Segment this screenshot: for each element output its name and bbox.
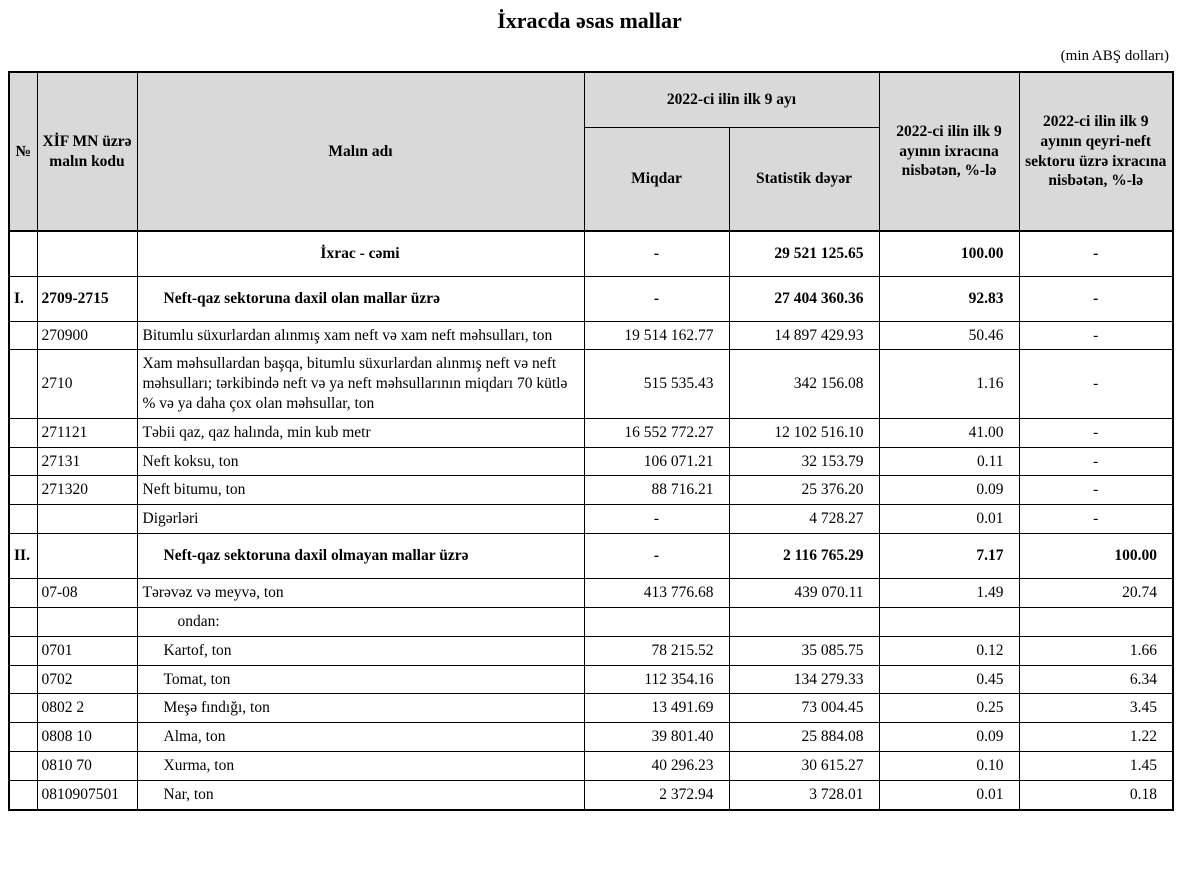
cell-share-nonoil: 1.22 — [1019, 723, 1173, 752]
cell-no — [9, 579, 37, 608]
cell-quantity: 78 215.52 — [584, 636, 729, 665]
cell-name: Neft-qaz sektoruna daxil olmayan mallar üzrə — [137, 534, 584, 579]
cell-share-nonoil: - — [1019, 321, 1173, 350]
cell-stat-value: 25 884.08 — [729, 723, 879, 752]
cell-share-total: 0.01 — [879, 780, 1019, 809]
cell-name: Təbii qaz, qaz halında, min kub metr — [137, 418, 584, 447]
table-row — [9, 752, 1173, 781]
cell-no — [9, 694, 37, 723]
cell-stat-value: 134 279.33 — [729, 665, 879, 694]
cell-stat-value: 29 521 125.65 — [729, 231, 879, 276]
cell-name: Kartof, ton — [137, 636, 584, 665]
cell-code: 0702 — [37, 665, 137, 694]
cell-stat-value: 32 153.79 — [729, 447, 879, 476]
cell-share-total: 50.46 — [879, 321, 1019, 350]
table-body — [9, 231, 1173, 810]
cell-quantity: 2 372.94 — [584, 780, 729, 809]
cell-no: I. — [9, 276, 37, 321]
cell-share-total: 0.01 — [879, 505, 1019, 534]
cell-code: 2709-2715 — [37, 276, 137, 321]
cell-share-nonoil: - — [1019, 418, 1173, 447]
table-row — [9, 476, 1173, 505]
cell-code: 0810 70 — [37, 752, 137, 781]
table-row — [9, 350, 1173, 418]
cell-name: Neft koksu, ton — [137, 447, 584, 476]
cell-share-nonoil: - — [1019, 350, 1173, 418]
cell-quantity: - — [584, 276, 729, 321]
table-row — [9, 276, 1173, 321]
col-header-share-total: 2022-ci ilin ilk 9 ayının ixracına nisbətən, %-lə — [879, 72, 1019, 231]
cell-name: Alma, ton — [137, 723, 584, 752]
col-header-no: № — [9, 72, 37, 231]
table-row — [9, 665, 1173, 694]
cell-share-nonoil: 20.74 — [1019, 579, 1173, 608]
cell-code — [37, 607, 137, 636]
cell-stat-value: 73 004.45 — [729, 694, 879, 723]
cell-stat-value: 14 897 429.93 — [729, 321, 879, 350]
cell-stat-value: 35 085.75 — [729, 636, 879, 665]
cell-stat-value — [729, 607, 879, 636]
cell-quantity: - — [584, 505, 729, 534]
cell-quantity: 106 071.21 — [584, 447, 729, 476]
exports-table — [8, 71, 1174, 811]
cell-quantity — [584, 607, 729, 636]
cell-quantity: 515 535.43 — [584, 350, 729, 418]
cell-name: Tomat, ton — [137, 665, 584, 694]
cell-no — [9, 447, 37, 476]
cell-quantity: 39 801.40 — [584, 723, 729, 752]
cell-name: Xurma, ton — [137, 752, 584, 781]
table-row — [9, 534, 1173, 579]
cell-name: Nar, ton — [137, 780, 584, 809]
cell-code — [37, 505, 137, 534]
cell-code: 07-08 — [37, 579, 137, 608]
table-row — [9, 447, 1173, 476]
unit-note: (min ABŞ dolları) — [1060, 48, 1169, 64]
cell-name: Neft-qaz sektoruna daxil olan mallar üzrə — [137, 276, 584, 321]
cell-share-nonoil: 3.45 — [1019, 694, 1173, 723]
cell-share-total: 100.00 — [879, 231, 1019, 276]
col-header-name: Malın adı — [137, 72, 584, 231]
cell-no — [9, 636, 37, 665]
cell-quantity: - — [584, 534, 729, 579]
cell-quantity: - — [584, 231, 729, 276]
cell-code: 27131 — [37, 447, 137, 476]
cell-share-nonoil: 0.18 — [1019, 780, 1173, 809]
page-title: İxracda əsas mallar — [497, 8, 682, 33]
table-row — [9, 636, 1173, 665]
cell-no — [9, 607, 37, 636]
cell-no: II. — [9, 534, 37, 579]
table-row — [9, 579, 1173, 608]
cell-stat-value: 342 156.08 — [729, 350, 879, 418]
cell-no — [9, 752, 37, 781]
cell-share-nonoil: - — [1019, 231, 1173, 276]
cell-no — [9, 231, 37, 276]
cell-name: Meşə fındığı, ton — [137, 694, 584, 723]
cell-share-total — [879, 607, 1019, 636]
table-row — [9, 780, 1173, 809]
cell-share-nonoil: 1.45 — [1019, 752, 1173, 781]
cell-name: İxrac - cəmi — [137, 231, 584, 276]
cell-share-total: 41.00 — [879, 418, 1019, 447]
table-row — [9, 694, 1173, 723]
cell-code: 271121 — [37, 418, 137, 447]
col-header-code: XİF MN üzrə malın kodu — [37, 72, 137, 231]
cell-share-nonoil: - — [1019, 505, 1173, 534]
cell-share-nonoil: 6.34 — [1019, 665, 1173, 694]
cell-share-total: 1.16 — [879, 350, 1019, 418]
cell-quantity: 40 296.23 — [584, 752, 729, 781]
cell-quantity: 88 716.21 — [584, 476, 729, 505]
cell-no — [9, 321, 37, 350]
cell-code: 0808 10 — [37, 723, 137, 752]
cell-code: 270900 — [37, 321, 137, 350]
table-row — [9, 723, 1173, 752]
cell-share-nonoil: - — [1019, 476, 1173, 505]
col-header-stat-value: Statistik dəyər — [729, 127, 879, 231]
cell-name: Digərləri — [137, 505, 584, 534]
cell-share-total: 0.09 — [879, 723, 1019, 752]
cell-stat-value: 4 728.27 — [729, 505, 879, 534]
cell-quantity: 16 552 772.27 — [584, 418, 729, 447]
cell-stat-value: 25 376.20 — [729, 476, 879, 505]
cell-share-total: 0.25 — [879, 694, 1019, 723]
col-header-quantity: Miqdar — [584, 127, 729, 231]
cell-quantity: 13 491.69 — [584, 694, 729, 723]
cell-share-nonoil: 100.00 — [1019, 534, 1173, 579]
cell-stat-value: 3 728.01 — [729, 780, 879, 809]
table-row — [9, 321, 1173, 350]
cell-share-total: 0.11 — [879, 447, 1019, 476]
cell-code: 0701 — [37, 636, 137, 665]
table-row — [9, 231, 1173, 276]
cell-share-nonoil: 1.66 — [1019, 636, 1173, 665]
cell-code: 0802 2 — [37, 694, 137, 723]
cell-name: ondan: — [137, 607, 584, 636]
cell-no — [9, 418, 37, 447]
cell-share-total: 0.09 — [879, 476, 1019, 505]
table-row — [9, 418, 1173, 447]
cell-no — [9, 350, 37, 418]
cell-code: 0810907501 — [37, 780, 137, 809]
cell-name: Bitumlu süxurlardan alınmış xam neft və xam neft məhsulları, ton — [137, 321, 584, 350]
cell-name: Tərəvəz və meyvə, ton — [137, 579, 584, 608]
cell-stat-value: 2 116 765.29 — [729, 534, 879, 579]
cell-quantity: 112 354.16 — [584, 665, 729, 694]
cell-stat-value: 27 404 360.36 — [729, 276, 879, 321]
cell-no — [9, 476, 37, 505]
cell-no — [9, 780, 37, 809]
cell-no — [9, 505, 37, 534]
table-row — [9, 607, 1173, 636]
cell-name: Neft bitumu, ton — [137, 476, 584, 505]
table-header — [9, 72, 1173, 231]
cell-share-nonoil: - — [1019, 447, 1173, 476]
cell-share-nonoil: - — [1019, 276, 1173, 321]
cell-stat-value: 12 102 516.10 — [729, 418, 879, 447]
table-row — [9, 505, 1173, 534]
cell-stat-value: 439 070.11 — [729, 579, 879, 608]
cell-share-total: 7.17 — [879, 534, 1019, 579]
cell-code: 2710 — [37, 350, 137, 418]
cell-share-nonoil — [1019, 607, 1173, 636]
cell-name: Xam məhsullardan başqa, bitumlu süxurlardan alınmış neft və neft məhsulları; tərkibində neft və ya neft məhsullarının miqdarı 70 kütlə % və ya daha çox olan məhsullar, ton — [137, 350, 584, 418]
cell-share-total: 92.83 — [879, 276, 1019, 321]
cell-code — [37, 231, 137, 276]
cell-quantity: 413 776.68 — [584, 579, 729, 608]
cell-code: 271320 — [37, 476, 137, 505]
cell-share-total: 0.45 — [879, 665, 1019, 694]
cell-quantity: 19 514 162.77 — [584, 321, 729, 350]
cell-share-total: 0.12 — [879, 636, 1019, 665]
cell-share-total: 0.10 — [879, 752, 1019, 781]
cell-no — [9, 665, 37, 694]
col-header-period: 2022-ci ilin ilk 9 ayı — [584, 72, 879, 127]
cell-share-total: 1.49 — [879, 579, 1019, 608]
col-header-share-nonoil: 2022-ci ilin ilk 9 ayının qeyri-neft sektoru üzrə ixracına nisbətən, %-lə — [1019, 72, 1173, 231]
cell-no — [9, 723, 37, 752]
cell-stat-value: 30 615.27 — [729, 752, 879, 781]
cell-code — [37, 534, 137, 579]
